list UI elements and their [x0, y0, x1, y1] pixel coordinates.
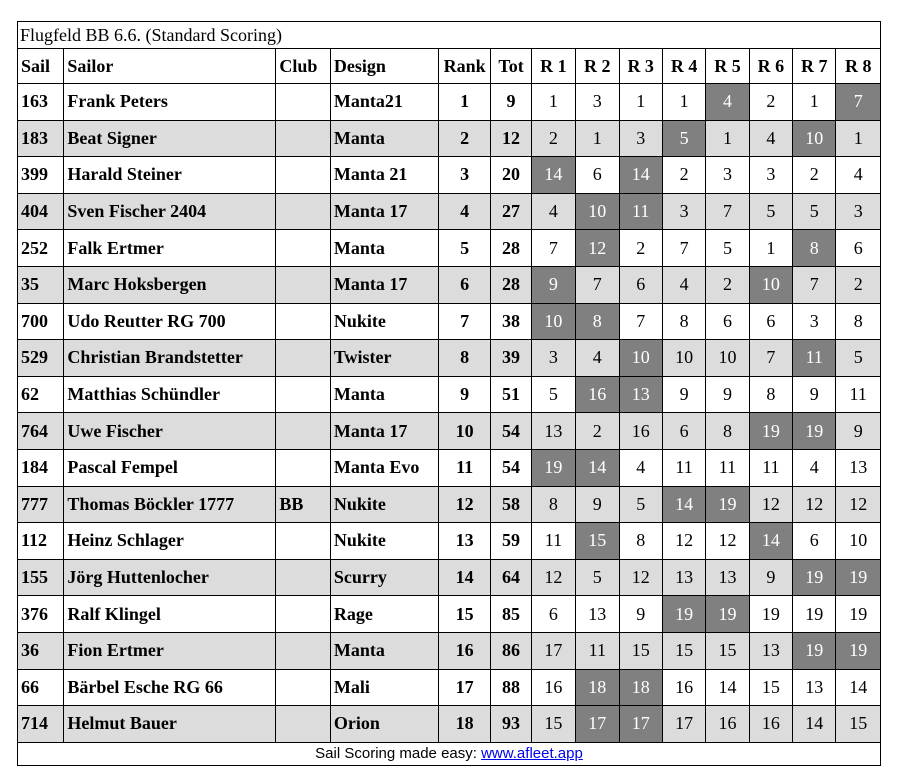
race-score-dropped: 11: [793, 340, 836, 377]
total-cell: 12: [491, 120, 531, 157]
table-row: [18, 340, 881, 377]
table-row: [18, 486, 881, 523]
race-score: 16: [662, 669, 705, 706]
table-row: [18, 193, 881, 230]
sailor-cell: Matthias Schündler: [64, 376, 276, 413]
sailor-cell: Helmut Bauer: [64, 706, 276, 743]
race-score: 9: [749, 559, 792, 596]
race-score: 5: [619, 486, 662, 523]
race-score: 11: [749, 449, 792, 486]
race-score: 15: [531, 706, 575, 743]
rank-cell: 14: [438, 559, 490, 596]
race-score-dropped: 19: [706, 486, 749, 523]
design-cell: Manta: [330, 376, 438, 413]
race-score-dropped: 14: [531, 157, 575, 194]
race-score: 12: [793, 486, 836, 523]
sail-cell: 155: [18, 559, 64, 596]
table-row: [18, 449, 881, 486]
race-score: 5: [793, 193, 836, 230]
sail-cell: 777: [18, 486, 64, 523]
club-cell: [276, 413, 331, 450]
rank-cell: 18: [438, 706, 490, 743]
race-score: 4: [836, 157, 881, 194]
club-cell: [276, 632, 331, 669]
race-score: 15: [619, 632, 662, 669]
race-score: 15: [662, 632, 705, 669]
race-score-dropped: 14: [619, 157, 662, 194]
sail-cell: 529: [18, 340, 64, 377]
sail-cell: 163: [18, 84, 64, 121]
race-score: 2: [531, 120, 575, 157]
race-score-dropped: 19: [793, 413, 836, 450]
race-score: 13: [749, 632, 792, 669]
race-score-dropped: 19: [836, 559, 881, 596]
race-score: 12: [706, 523, 749, 560]
table-row: [18, 413, 881, 450]
design-cell: Mali: [330, 669, 438, 706]
header-race-2: R 2: [576, 49, 619, 84]
race-score: 4: [531, 193, 575, 230]
race-score-dropped: 4: [706, 84, 749, 121]
header-race-3: R 3: [619, 49, 662, 84]
design-cell: Rage: [330, 596, 438, 633]
race-score: 1: [576, 120, 619, 157]
race-score: 1: [793, 84, 836, 121]
race-score: 4: [576, 340, 619, 377]
table-caption: Flugfeld BB 6.6. (Standard Scoring): [18, 22, 881, 49]
rank-cell: 9: [438, 376, 490, 413]
race-score: 3: [662, 193, 705, 230]
club-cell: [276, 266, 331, 303]
rank-cell: 11: [438, 449, 490, 486]
race-score: 3: [619, 120, 662, 157]
design-cell: Twister: [330, 340, 438, 377]
rank-cell: 13: [438, 523, 490, 560]
header-race-7: R 7: [793, 49, 836, 84]
race-score: 5: [706, 230, 749, 267]
race-score: 3: [836, 193, 881, 230]
sailor-cell: Heinz Schlager: [64, 523, 276, 560]
race-score: 2: [749, 84, 792, 121]
design-cell: Manta: [330, 632, 438, 669]
race-score: 9: [619, 596, 662, 633]
race-score-dropped: 16: [576, 376, 619, 413]
race-score-dropped: 11: [619, 193, 662, 230]
rank-cell: 16: [438, 632, 490, 669]
header-race-6: R 6: [749, 49, 792, 84]
rank-cell: 3: [438, 157, 490, 194]
race-score-dropped: 10: [619, 340, 662, 377]
total-cell: 51: [491, 376, 531, 413]
rank-cell: 6: [438, 266, 490, 303]
header-row: [18, 49, 881, 84]
design-cell: Nukite: [330, 523, 438, 560]
sailor-cell: Fion Ertmer: [64, 632, 276, 669]
club-cell: [276, 449, 331, 486]
sail-cell: 700: [18, 303, 64, 340]
race-score: 12: [662, 523, 705, 560]
design-cell: Scurry: [330, 559, 438, 596]
race-score: 13: [706, 559, 749, 596]
sailor-cell: Christian Brandstetter: [64, 340, 276, 377]
race-score: 6: [749, 303, 792, 340]
race-score-dropped: 14: [576, 449, 619, 486]
total-cell: 88: [491, 669, 531, 706]
race-score-dropped: 5: [662, 120, 705, 157]
race-score-dropped: 10: [576, 193, 619, 230]
sail-cell: 376: [18, 596, 64, 633]
total-cell: 59: [491, 523, 531, 560]
race-score: 2: [619, 230, 662, 267]
sail-cell: 252: [18, 230, 64, 267]
design-cell: Nukite: [330, 486, 438, 523]
race-score: 15: [706, 632, 749, 669]
sailor-cell: Marc Hoksbergen: [64, 266, 276, 303]
race-score-dropped: 8: [576, 303, 619, 340]
race-score: 8: [662, 303, 705, 340]
table-row: [18, 157, 881, 194]
race-score: 6: [576, 157, 619, 194]
total-cell: 9: [491, 84, 531, 121]
design-cell: Manta: [330, 120, 438, 157]
club-cell: [276, 376, 331, 413]
design-cell: Manta21: [330, 84, 438, 121]
header-rank: Rank: [438, 49, 490, 84]
race-score: 16: [619, 413, 662, 450]
table-row: [18, 596, 881, 633]
race-score: 12: [749, 486, 792, 523]
race-score: 2: [662, 157, 705, 194]
race-score: 8: [836, 303, 881, 340]
rank-cell: 15: [438, 596, 490, 633]
race-score: 11: [576, 632, 619, 669]
race-score: 7: [576, 266, 619, 303]
club-cell: [276, 596, 331, 633]
race-score: 4: [749, 120, 792, 157]
design-cell: Manta 17: [330, 193, 438, 230]
table-row: [18, 376, 881, 413]
race-score-dropped: 10: [793, 120, 836, 157]
race-score: 11: [531, 523, 575, 560]
table-row: [18, 120, 881, 157]
club-cell: [276, 230, 331, 267]
race-score: 2: [793, 157, 836, 194]
race-score: 5: [836, 340, 881, 377]
race-score: 12: [531, 559, 575, 596]
race-score: 1: [619, 84, 662, 121]
race-score: 7: [749, 340, 792, 377]
club-cell: [276, 523, 331, 560]
race-score-dropped: 19: [662, 596, 705, 633]
sail-cell: 184: [18, 449, 64, 486]
rank-cell: 8: [438, 340, 490, 377]
footer-row: [18, 742, 881, 765]
race-score: 9: [793, 376, 836, 413]
total-cell: 20: [491, 157, 531, 194]
header-race-1: R 1: [531, 49, 575, 84]
race-score: 17: [531, 632, 575, 669]
race-score: 7: [706, 193, 749, 230]
race-score: 11: [836, 376, 881, 413]
total-cell: 54: [491, 449, 531, 486]
race-score: 7: [531, 230, 575, 267]
sailor-cell: Pascal Fempel: [64, 449, 276, 486]
header-race-5: R 5: [706, 49, 749, 84]
table-row: [18, 84, 881, 121]
header-club: Club: [276, 49, 331, 84]
race-score: 14: [836, 669, 881, 706]
race-score-dropped: 18: [619, 669, 662, 706]
race-score: 4: [619, 449, 662, 486]
race-score: 12: [619, 559, 662, 596]
race-score: 7: [619, 303, 662, 340]
total-cell: 28: [491, 230, 531, 267]
race-score: 11: [662, 449, 705, 486]
header-tot: Tot: [491, 49, 531, 84]
race-score-dropped: 8: [793, 230, 836, 267]
race-score: 1: [749, 230, 792, 267]
race-score: 6: [836, 230, 881, 267]
race-score: 6: [706, 303, 749, 340]
race-score-dropped: 13: [619, 376, 662, 413]
caption-row: [18, 22, 881, 49]
race-score: 5: [576, 559, 619, 596]
club-cell: [276, 193, 331, 230]
header-sail: Sail: [18, 49, 64, 84]
race-score: 3: [576, 84, 619, 121]
footer: [18, 742, 881, 765]
design-cell: Orion: [330, 706, 438, 743]
race-score: 6: [531, 596, 575, 633]
total-cell: 28: [491, 266, 531, 303]
race-score: 8: [706, 413, 749, 450]
race-score: 10: [706, 340, 749, 377]
total-cell: 27: [491, 193, 531, 230]
race-score-dropped: 19: [749, 413, 792, 450]
race-score: 19: [749, 596, 792, 633]
race-score: 10: [662, 340, 705, 377]
design-cell: Manta Evo: [330, 449, 438, 486]
race-score-dropped: 9: [531, 266, 575, 303]
design-cell: Manta 21: [330, 157, 438, 194]
club-cell: [276, 559, 331, 596]
club-cell: [276, 157, 331, 194]
header-race-8: R 8: [836, 49, 881, 84]
rank-cell: 10: [438, 413, 490, 450]
race-score: 5: [749, 193, 792, 230]
sailor-cell: Frank Peters: [64, 84, 276, 121]
race-score: 16: [749, 706, 792, 743]
sailor-cell: Sven Fischer 2404: [64, 193, 276, 230]
race-score-dropped: 17: [576, 706, 619, 743]
sail-cell: 764: [18, 413, 64, 450]
sailor-cell: Harald Steiner: [64, 157, 276, 194]
race-score-dropped: 10: [531, 303, 575, 340]
race-score-dropped: 19: [706, 596, 749, 633]
race-score: 14: [793, 706, 836, 743]
race-score-dropped: 14: [749, 523, 792, 560]
race-score: 13: [662, 559, 705, 596]
race-score: 2: [836, 266, 881, 303]
race-score: 2: [706, 266, 749, 303]
design-cell: Manta 17: [330, 413, 438, 450]
race-score-dropped: 19: [793, 559, 836, 596]
rank-cell: 17: [438, 669, 490, 706]
club-cell: [276, 669, 331, 706]
race-score: 17: [662, 706, 705, 743]
table-row: [18, 559, 881, 596]
sail-cell: 62: [18, 376, 64, 413]
design-cell: Manta 17: [330, 266, 438, 303]
race-score-dropped: 15: [576, 523, 619, 560]
race-score: 3: [749, 157, 792, 194]
race-score: 6: [793, 523, 836, 560]
sailor-cell: Jörg Huttenlocher: [64, 559, 276, 596]
header-sailor: Sailor: [64, 49, 276, 84]
club-cell: [276, 120, 331, 157]
race-score: 7: [793, 266, 836, 303]
race-score: 16: [531, 669, 575, 706]
total-cell: 64: [491, 559, 531, 596]
sailor-cell: Uwe Fischer: [64, 413, 276, 450]
sail-cell: 399: [18, 157, 64, 194]
race-score: 8: [749, 376, 792, 413]
sail-cell: 66: [18, 669, 64, 706]
sail-cell: 404: [18, 193, 64, 230]
table-row: [18, 632, 881, 669]
sail-cell: 112: [18, 523, 64, 560]
race-score: 9: [576, 486, 619, 523]
club-cell: [276, 303, 331, 340]
rank-cell: 5: [438, 230, 490, 267]
total-cell: 93: [491, 706, 531, 743]
race-score: 13: [531, 413, 575, 450]
race-score: 1: [531, 84, 575, 121]
sailor-cell: Udo Reutter RG 700: [64, 303, 276, 340]
table-row: [18, 669, 881, 706]
design-cell: Nukite: [330, 303, 438, 340]
race-score-dropped: 14: [662, 486, 705, 523]
table-row: [18, 266, 881, 303]
footer-text: Sail Scoring made easy:: [315, 745, 482, 763]
header-race-4: R 4: [662, 49, 705, 84]
race-score: 9: [706, 376, 749, 413]
race-score: 8: [619, 523, 662, 560]
race-score: 2: [576, 413, 619, 450]
race-score: 14: [706, 669, 749, 706]
header-design: Design: [330, 49, 438, 84]
results-table: [17, 21, 881, 766]
race-score-dropped: 7: [836, 84, 881, 121]
race-score: 10: [836, 523, 881, 560]
rank-cell: 4: [438, 193, 490, 230]
race-score: 19: [836, 596, 881, 633]
race-score-dropped: 19: [836, 632, 881, 669]
race-score: 12: [836, 486, 881, 523]
race-score: 1: [706, 120, 749, 157]
race-score: 3: [706, 157, 749, 194]
race-score: 7: [662, 230, 705, 267]
total-cell: 54: [491, 413, 531, 450]
table-row: [18, 303, 881, 340]
race-score: 3: [793, 303, 836, 340]
rank-cell: 2: [438, 120, 490, 157]
sail-cell: 36: [18, 632, 64, 669]
sail-cell: 183: [18, 120, 64, 157]
sailor-cell: Bärbel Esche RG 66: [64, 669, 276, 706]
design-cell: Manta: [330, 230, 438, 267]
race-score: 13: [836, 449, 881, 486]
race-score-dropped: 10: [749, 266, 792, 303]
race-score: 19: [793, 596, 836, 633]
club-cell: [276, 706, 331, 743]
sailor-cell: Ralf Klingel: [64, 596, 276, 633]
total-cell: 39: [491, 340, 531, 377]
race-score: 5: [531, 376, 575, 413]
race-score: 1: [662, 84, 705, 121]
race-score: 9: [836, 413, 881, 450]
race-score: 4: [662, 266, 705, 303]
rank-cell: 1: [438, 84, 490, 121]
race-score: 6: [662, 413, 705, 450]
race-score: 8: [531, 486, 575, 523]
sail-cell: 714: [18, 706, 64, 743]
sail-cell: 35: [18, 266, 64, 303]
total-cell: 86: [491, 632, 531, 669]
table-row: [18, 706, 881, 743]
race-score-dropped: 17: [619, 706, 662, 743]
race-score: 4: [793, 449, 836, 486]
race-score-dropped: 12: [576, 230, 619, 267]
sailor-cell: Beat Signer: [64, 120, 276, 157]
race-score: 1: [836, 120, 881, 157]
total-cell: 38: [491, 303, 531, 340]
race-score-dropped: 18: [576, 669, 619, 706]
club-cell: BB: [276, 486, 331, 523]
race-score-dropped: 19: [531, 449, 575, 486]
race-score: 6: [619, 266, 662, 303]
race-score: 15: [836, 706, 881, 743]
table-row: [18, 523, 881, 560]
rank-cell: 12: [438, 486, 490, 523]
rank-cell: 7: [438, 303, 490, 340]
afleet-link[interactable]: www.afleet.app: [481, 745, 583, 763]
sailor-cell: Thomas Böckler 1777: [64, 486, 276, 523]
race-score: 3: [531, 340, 575, 377]
race-score: 11: [706, 449, 749, 486]
total-cell: 85: [491, 596, 531, 633]
club-cell: [276, 84, 331, 121]
race-score: 15: [749, 669, 792, 706]
race-score: 13: [576, 596, 619, 633]
race-score: 13: [793, 669, 836, 706]
sailor-cell: Falk Ertmer: [64, 230, 276, 267]
club-cell: [276, 340, 331, 377]
race-score: 16: [706, 706, 749, 743]
table-row: [18, 230, 881, 267]
total-cell: 58: [491, 486, 531, 523]
race-score: 9: [662, 376, 705, 413]
race-score-dropped: 19: [793, 632, 836, 669]
